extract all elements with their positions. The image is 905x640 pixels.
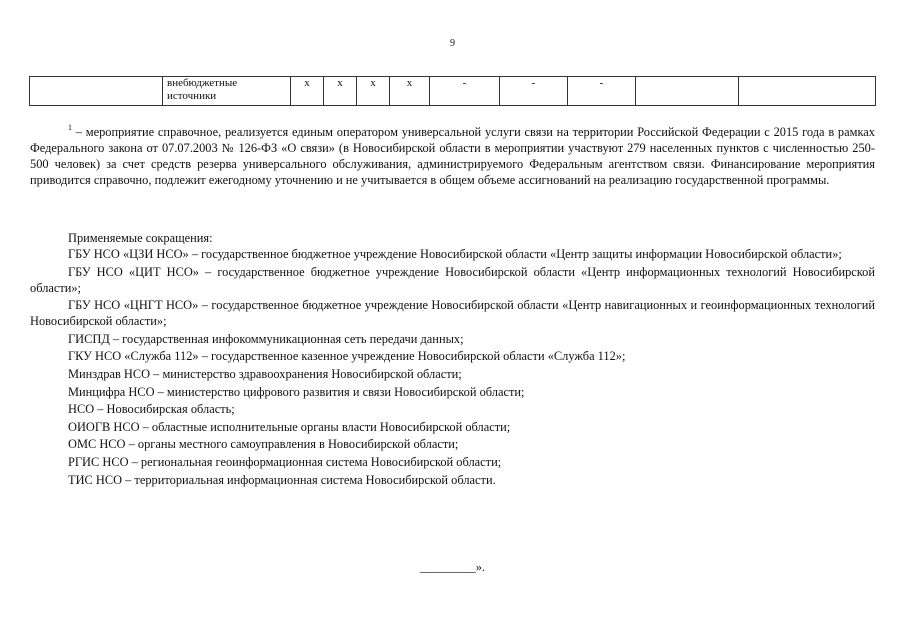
list-item: РГИС НСО – региональная геоинформационная система Новосибирской области;: [68, 454, 502, 469]
table-cell: -: [430, 77, 500, 106]
table-cell: х: [390, 77, 430, 106]
table-cell: х: [357, 77, 390, 106]
list-item: ГБУ НСО «ЦНГТ НСО» – государственное бюджетное учреждение Новосибирской области «Центр навигационных и геоинформационных технологий Новосибирской области»;: [30, 298, 875, 329]
abbreviations-list: [30, 246, 875, 489]
list-item: НСО – Новосибирская область;: [68, 402, 235, 417]
list-item: ГИСПД – государственная инфокоммуникационная сеть передачи данных;: [68, 331, 464, 346]
table-cell: [739, 77, 876, 106]
list-item: ГБУ НСО «ЦИТ НСО» – государственное бюджетное учреждение Новосибирской области «Центр информационных технологий Новосибирской области»;: [30, 264, 875, 295]
table-cell: -: [568, 77, 636, 106]
list-item: ТИС НСО – территориальная информационная система Новосибирской области.: [68, 472, 496, 487]
table-cell: -: [500, 77, 568, 106]
table-cell: [30, 77, 163, 106]
abbreviations-title: Применяемые сокращения:: [68, 231, 213, 245]
budget-table: [29, 76, 876, 106]
list-item: ОМС НСО – органы местного самоуправления в Новосибирской области;: [68, 437, 459, 452]
closing-mark: _________».: [419, 560, 486, 574]
list-item: ГБУ НСО «ЦЗИ НСО» – государственное бюджетное учреждение Новосибирской области «Центр защиты информации Новосибирской области»;: [68, 247, 842, 261]
list-item: Минздрав НСО – министерство здравоохранения Новосибирской области;: [68, 366, 462, 381]
footnote-text: – мероприятие справочное, реализуется единым оператором универсальной услуги связи на территории Российской Федерации с 2015 года в рамках Федерального закона от 07.07.2003 № 126-ФЗ «О связи» (в Новосибирской области в мероприятии участвуют 279 населенных пунктов с численностью 250-500 человек) за счет средств резерва универсального обслуживания, администрируемого Федеральным агентством связи. Финансирование мероприятия приводится справочно, подлежит ежегодному уточнению и не учитывается в общем объеме ассигнований на реализацию государственной программы.: [30, 125, 875, 187]
footnote: [30, 124, 875, 188]
table-cell: х: [291, 77, 324, 106]
footnote-marker: 1: [68, 123, 72, 132]
table-cell: [636, 77, 739, 106]
table-cell: х: [324, 77, 357, 106]
table-row: [30, 77, 876, 106]
page-number: 9: [450, 38, 455, 49]
table-cell-funding-source: внебюджетные источники: [163, 77, 291, 106]
list-item: ГКУ НСО «Служба 112» – государственное казенное учреждение Новосибирской области «Служба 112»;: [68, 349, 626, 364]
list-item: Минцифра НСО – министерство цифрового развития и связи Новосибирской области;: [68, 384, 525, 399]
list-item: ОИОГВ НСО – областные исполнительные органы власти Новосибирской области;: [68, 419, 511, 434]
